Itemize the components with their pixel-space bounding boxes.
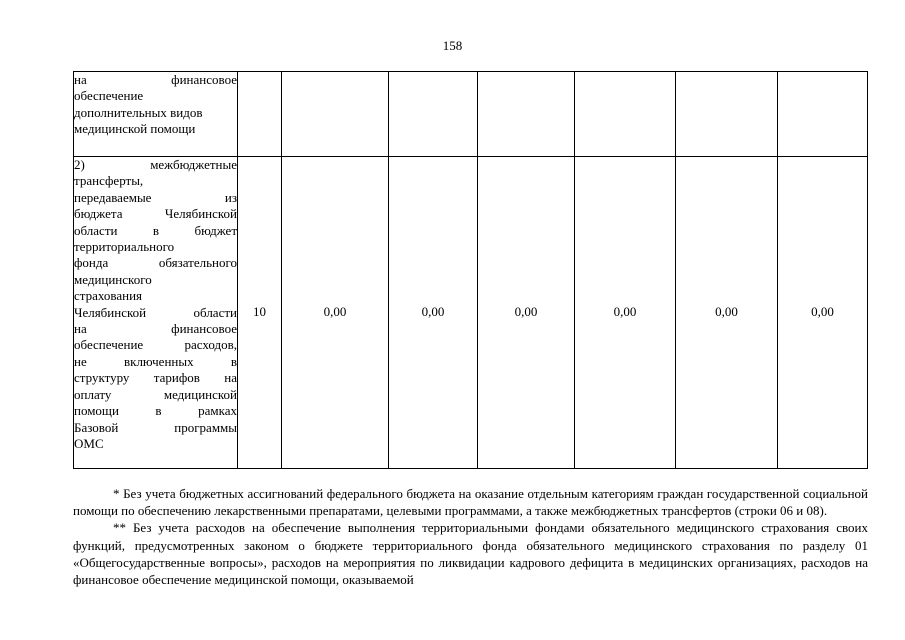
description-line: территориального	[74, 239, 175, 255]
value-cell	[575, 72, 676, 157]
value-cell	[389, 72, 478, 157]
value-cell: 0,00	[389, 157, 478, 469]
description-line: обеспечение	[74, 88, 144, 104]
description-line: помощи в рамках	[74, 403, 237, 419]
value-cell: 0,00	[282, 157, 389, 469]
value-cell: 0,00	[676, 157, 778, 469]
value-cell	[478, 72, 575, 157]
value-cell	[282, 72, 389, 157]
description-line: обеспечение расходов,	[74, 337, 237, 353]
description-line: бюджета Челябинской	[74, 206, 237, 222]
value-cell: 0,00	[575, 157, 676, 469]
table-row	[74, 72, 868, 157]
description-line: медицинской помощи	[74, 121, 196, 137]
page-number: 158	[442, 38, 463, 53]
row-code: 10	[238, 157, 282, 469]
row-code	[238, 72, 282, 157]
footnotes	[73, 485, 868, 588]
description-line: Базовой программы	[74, 419, 237, 435]
financing-table	[73, 71, 868, 469]
description-line: не включенных в	[74, 353, 237, 369]
description-line: медицинского	[74, 271, 152, 287]
row-description	[74, 157, 238, 469]
description-line: на финансовое	[74, 72, 237, 87]
description-line: 2) межбюджетные	[74, 157, 237, 172]
footnote: * Без учета бюджетных ассигнований федерального бюджета на оказание отдельным категориям граждан государственной социальной помощи по обеспечению лекарственными препаратами, целевыми программами, а также межбюджетных трансфертов (строки 06 и 08).	[73, 486, 868, 519]
value-cell	[676, 72, 778, 157]
description-line: страхования	[74, 288, 143, 304]
description-line: передаваемые из	[74, 189, 237, 205]
description-line: трансферты,	[74, 173, 144, 189]
description-line: ОМС	[74, 435, 104, 451]
description-line: на финансовое	[74, 321, 237, 337]
description-line: структуру тарифов на	[74, 370, 237, 386]
footnote: ** Без учета расходов на обеспечение выполнения территориальными фондами обязательного медицинского страхования своих функций, предусмотренных законом о бюджете территориального фонда обязательного медицинского страхования по разделу 01 «Общегосударственные вопросы», расходов на мероприятия по ликвидации кадрового дефицита в медицинских организациях, расходов на финансовое обеспечение медицинской помощи, оказываемой	[73, 520, 868, 588]
value-cell: 0,00	[778, 157, 868, 469]
description-line: дополнительных видов	[74, 104, 203, 120]
description-line: оплату медицинской	[74, 386, 237, 402]
description-line: области в бюджет	[74, 222, 237, 238]
value-cell	[778, 72, 868, 157]
value-cell: 0,00	[478, 157, 575, 469]
row-description	[74, 72, 238, 157]
description-line: Челябинской области	[74, 304, 237, 320]
table-row	[74, 157, 868, 469]
description-line: фонда обязательного	[74, 255, 237, 271]
